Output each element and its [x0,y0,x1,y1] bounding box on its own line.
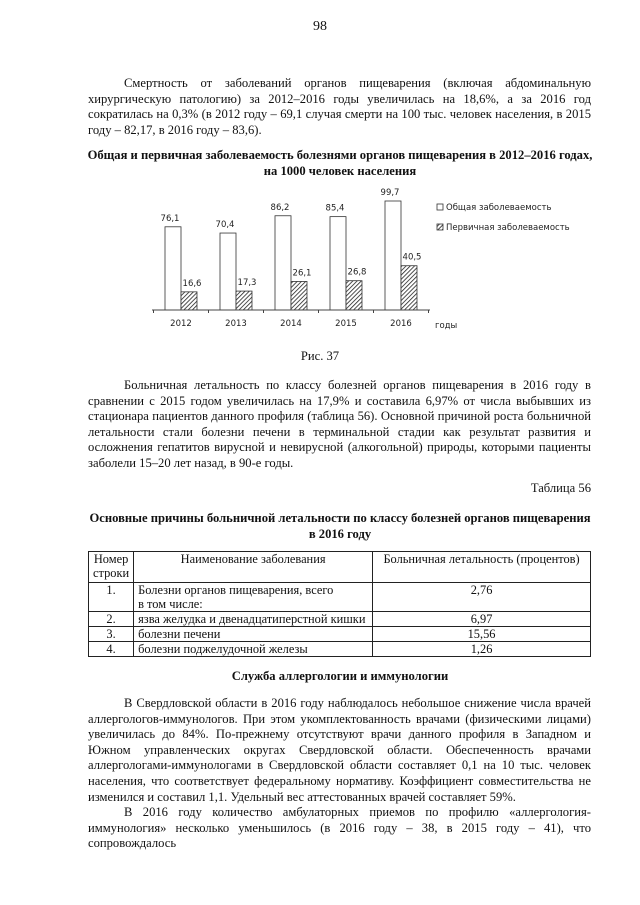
data-label: 26,8 [347,267,367,278]
legend [437,203,570,233]
lethality-table [88,551,591,657]
table-title-line2: в 2016 году [308,526,372,541]
row-value: 6,97 [373,612,591,627]
paragraph-text: Смертность от заболеваний органов пищеварения (включая абдоминальную хирургическую патологию) за 2012–2016 годы увеличилась на 18,6%, а за 2016 год сократилась на 0,3% (в 2012 году – 69,1 случая смерти на 100 тыс. человек населения, в 2015 году – 82,17, в 2016 году – 83,6). [88,76,591,137]
bar-total-2012 [165,227,181,310]
table-row [89,627,591,642]
bar-total-2014 [275,216,291,310]
section-heading: Служба аллергологии и иммунологии [231,669,449,683]
x-tick-label: 2012 [170,319,192,329]
table-label: Таблица 56 [530,481,591,495]
data-label: 99,7 [380,188,400,198]
legend-swatch-total [437,204,443,210]
paragraph-text: Больничная летальность по классу болезней органов пищеварения в 2016 году в сравнении с 2015 годом увеличилась на 17,9% и составила 6,97% от числа выбывших из стационара пациентов данного профиля (таблица 56). Основной причиной роста больничной летальности стали болезни печени в терминальной стадии как результат развития и осложнения гепатитов вирусной и невирусной (алкогольной) природы, которыми пациенты заболели 15–20 лет назад, в 90-е годы. [88,378,591,470]
data-label: 76,1 [160,213,180,224]
data-label: 16,6 [182,278,202,289]
table-title [80,511,600,542]
legend-label-primary: Первичная заболеваемость [446,223,570,233]
chart-title [80,148,600,179]
table-header-row [89,552,591,583]
bar-primary-2013 [236,291,252,310]
paragraph-text: В Свердловской области в 2016 году наблюдалось небольшое снижение числа врачей аллергологов-иммунологов. При этом укомплектованность врачами (физическими лицами) увеличилась до 84%. По-прежнему отсутствуют врачи данного профиля в Западном и Южном управленческих округах Свердловской области. Обеспеченность врачами аллергологами-иммунологами в Свердловской области составляет 0,1 на 10 тыс. человек населения, что соответствует федеральному нормативу. Коэффициент совместительства не изменился и составил 1,1. Удельный вес аттестованных врачей составляет 59%. [88,696,591,804]
bar-total-2016 [385,201,401,310]
data-label: 86,2 [270,202,290,213]
row-value: 1,26 [373,642,591,657]
row-disease: болезни поджелудочной железы [134,642,373,657]
table-title-line1: Основные причины больничной летальности по классу болезней органов пищеварения [89,511,591,525]
row-value: 2,76 [373,583,591,612]
x-tick-label: 2014 [280,319,302,329]
row-disease [134,583,373,612]
chart-title-line2: на 1000 человек населения [263,163,417,178]
row-number: 2. [89,612,134,627]
chart-title-line1: Общая и первичная заболеваемость болезнями органов пищеварения в 2012–2016 годах, [87,148,593,162]
paragraph-mortality [88,76,591,138]
bar-primary-2014 [291,281,307,310]
header-lethality: Больничная летальность (процентов) [373,552,591,583]
row-disease: язва желудка и двенадцатиперстной кишки [134,612,373,627]
data-label: 70,4 [215,220,235,231]
bar-total-2015 [330,217,346,310]
bar-primary-2016 [401,266,417,310]
row-number: 3. [89,627,134,642]
row-disease: болезни печени [134,627,373,642]
legend-label-total: Общая заболеваемость [446,203,552,213]
paragraph-lethality [88,378,591,472]
bar-total-2013 [220,233,236,310]
x-tick-label: 2015 [335,319,357,329]
bar-primary-2015 [346,281,362,310]
data-label: 85,4 [325,203,345,214]
row-number: 4. [89,642,134,657]
row-disease-line2: в том числе: [138,597,203,611]
table-row [89,612,591,627]
row-disease-line1: Болезни органов пищеварения, всего [138,583,334,597]
x-tick-label: 2016 [390,319,412,329]
data-label: 17,3 [237,278,257,289]
paragraph-allergology [88,696,591,852]
legend-swatch-primary [437,224,443,230]
x-tick-label: 2013 [225,319,247,329]
data-label: 26,1 [292,268,312,279]
header-disease: Наименование заболевания [134,552,373,583]
table-row [89,583,591,612]
paragraph-text: В 2016 году количество амбулаторных приемов по профилю «аллергология-иммунология» несколько уменьшилось (в 2016 году – 38, в 2015 году – 41), что сопровождалось [88,805,591,851]
x-axis-label: годы [435,321,458,331]
page-number: 98 [313,19,327,34]
figure-caption: Рис. 37 [300,349,340,363]
row-number: 1. [89,583,134,612]
data-label: 40,5 [402,252,422,263]
bar-primary-2012 [181,292,197,310]
table-row [89,642,591,657]
row-value: 15,56 [373,627,591,642]
header-number: Номер строки [89,552,134,583]
bar-chart [130,185,570,335]
